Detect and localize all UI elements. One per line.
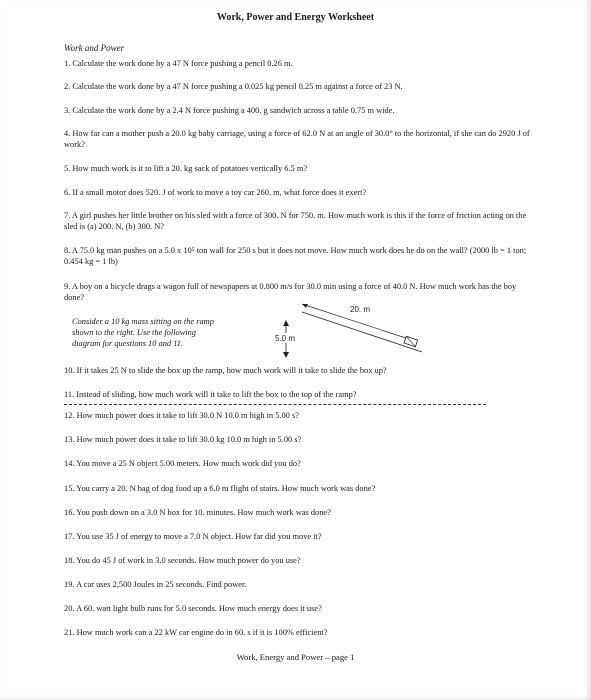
question-12: 12. How much power does it take to lift 30.0 N 10.0 m high in 5.00 s? <box>64 411 299 420</box>
question-19: 19. A car uses 2,500 Joules in 25 seconds. Find power. <box>64 580 247 589</box>
question-7-text: 7. A girl pushes her little brother on his sled with a force of 300. N for 750. m. How much work is this if the force of friction acting on the sled is (a) 200. N, (b) 300. N? <box>64 211 527 231</box>
question-20: 20. A 60. watt light bulb runs for 5.0 seconds. How much energy does it use? <box>64 604 322 613</box>
question-8-text: 8. A 75.0 kg man pushes on a 5.0 x 10⁵ ton wall for 250 s but it does not move. How much work does he do on the wall? (2000 lb = 1 ton; 0.454 kg = 1 lb) <box>64 246 527 266</box>
height-label: 5.0 m <box>275 334 296 343</box>
height-arrowhead-down <box>283 352 289 358</box>
question-3: 3. Calculate the work done by a 2.4 N force pushing a 400. g sandwich across a table 0.75 m wide. <box>64 106 395 115</box>
question-2: 2. Calculate the work done by a 47 N force pushing a 0.025 kg pencil 0.25 m against a force of 23 N. <box>64 82 403 91</box>
ramp-note <box>72 316 262 349</box>
question-13: 13. How much power does it take to lift 30.0 kg 10.0 m high in 5.00 s? <box>64 435 302 444</box>
question-17: 17. You use 35 J of energy to move a 7.0 N object. How far did you move it? <box>64 532 322 541</box>
question-6: 6. If a small motor does 520. J of work to move a toy car 260. m, what force does it exert? <box>64 188 367 197</box>
ramp-line <box>302 312 422 352</box>
length-label: 20. m <box>350 305 371 314</box>
question-21: 21. How much work can a 22 kW car engine do in 60. s if it is 100% efficient? <box>64 628 328 637</box>
question-10: 10. If it takes 25 N to slide the box up the ramp, how much work will it take to slide the box up? <box>64 366 387 375</box>
ramp-note-line: Consider a 10 kg mass sitting on the ramp <box>72 317 214 326</box>
question-7 <box>64 210 534 232</box>
question-1: 1. Calculate the work done by a 47 N force pushing a pencil 0.26 m. <box>64 59 293 68</box>
page-title: Work, Power and Energy Worksheet <box>216 12 375 23</box>
ramp-diagram <box>262 300 432 360</box>
question-5: 5. How much work is it to lift a 20. kg sack of potatoes vertically 6.5 m? <box>64 164 308 173</box>
question-15: 15. You carry a 20. N bag of dog food up a 6.0 m flight of stairs. How much work was done? <box>64 484 376 493</box>
question-4-text: 4. How far can a mother push a 20.0 kg baby carriage, using a force of 62.0 N at an angle of 30.0° to the horizontal, if she can do 2920 J of work? <box>64 129 530 149</box>
dashed-divider <box>64 404 486 405</box>
page-footer: Work, Energy and Power – page 1 <box>236 652 355 662</box>
question-18: 18. You do 45 J of work in 3.0 seconds. How much power do you use? <box>64 556 301 565</box>
question-9-text: 9. A boy on a bicycle drags a wagon full of newspapers at 0.800 m/s for 30.0 min using a force of 40.0 N. How much work has the boy done? <box>64 282 517 302</box>
question-16: 16. You push down on a 3.0 N box for 10. minutes. How much work was done? <box>64 508 331 517</box>
box-on-ramp <box>404 336 418 346</box>
height-arrowhead-up <box>283 320 289 326</box>
section-heading: Work and Power <box>64 43 125 53</box>
question-14: 14. You move a 25 N object 5.00 meters. How much work did you do? <box>64 459 301 468</box>
question-11: 11. Instead of sliding, how much work will it take to lift the box to the top of the ramp? <box>64 390 357 399</box>
ramp-note-line: shown to the right. Use the following <box>72 328 196 337</box>
ramp-note-line: diagram for questions 10 and 11. <box>72 339 184 348</box>
question-4 <box>64 128 534 150</box>
question-8 <box>64 245 534 267</box>
